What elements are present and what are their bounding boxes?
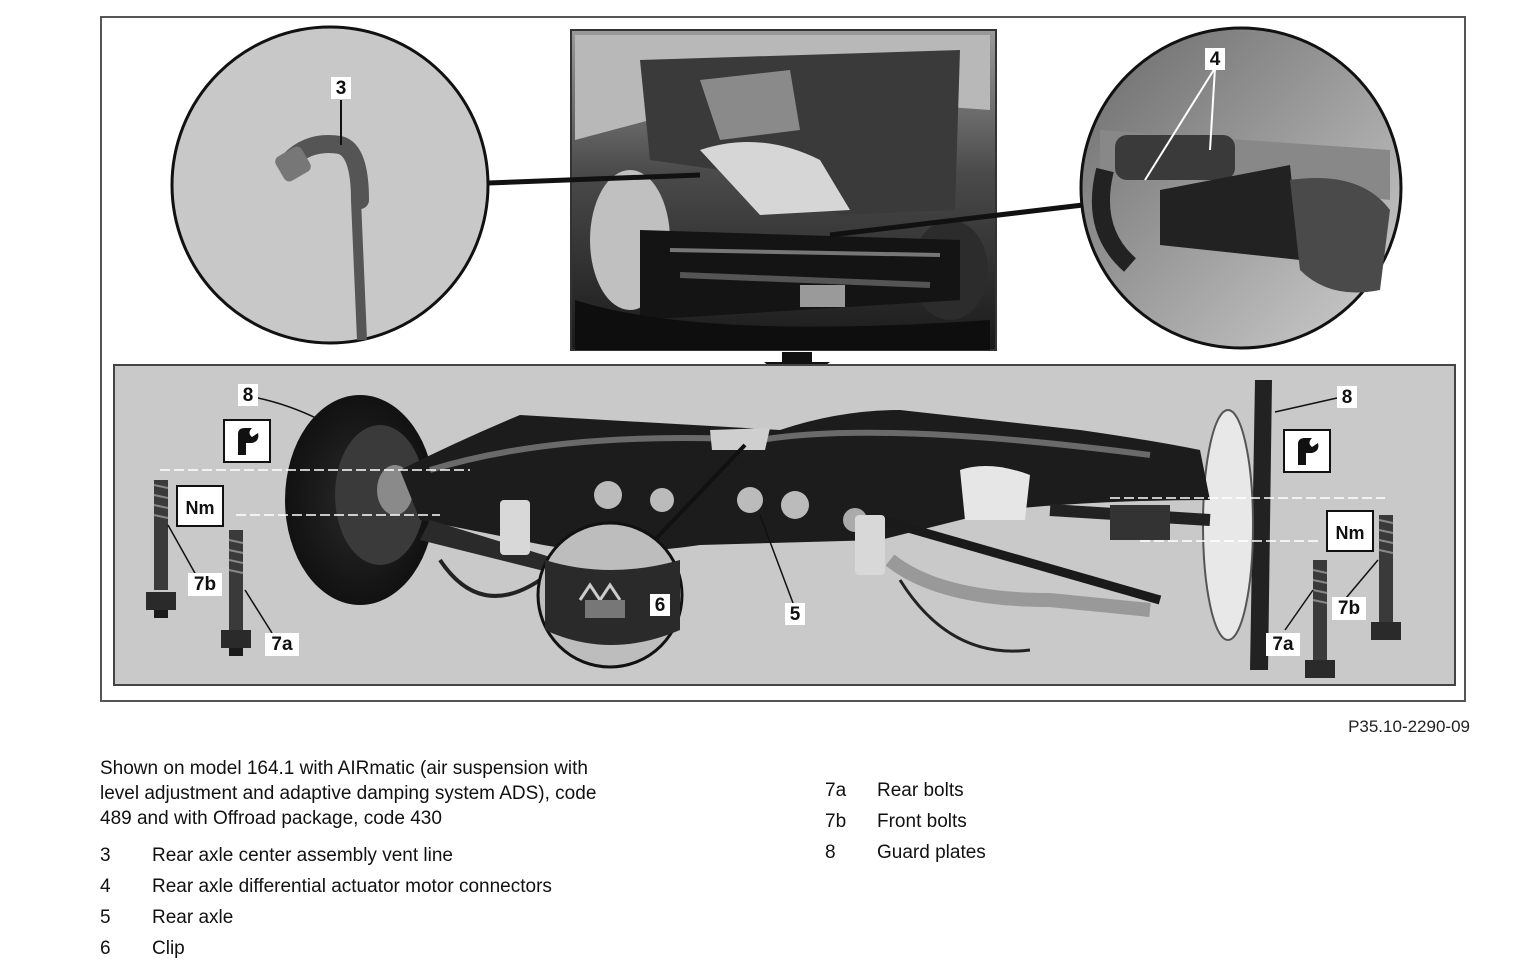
callout-5: 5 (789, 604, 801, 625)
wrench-icon (1284, 430, 1330, 472)
legend-number: 7a (825, 779, 847, 801)
legend-label: Rear axle differential actuator motor connectors (152, 875, 552, 897)
callout-6: 6 (654, 595, 666, 616)
legend-item (825, 806, 986, 837)
legend-number: 3 (100, 844, 111, 866)
callout-4: 4 (1209, 49, 1221, 70)
callout-7b-left: 7b (193, 574, 217, 595)
top-vehicle-photo (571, 30, 996, 350)
rear-axle-panel (114, 365, 1455, 685)
legend-item (825, 837, 986, 868)
callout-7a-right: 7a (1272, 634, 1294, 655)
figure-caption: Shown on model 164.1 with AIRmatic (air suspension with level adjustment and adaptive damping system ADS), code 489 and with Offroad package, code 430 (100, 758, 597, 829)
torque-label-left: Nm (185, 498, 215, 518)
legend-label: Rear axle center assembly vent line (152, 844, 453, 866)
legend-number: 5 (100, 906, 111, 928)
torque-label-right: Nm (1335, 523, 1365, 543)
legend-number: 7b (825, 810, 847, 832)
legend-label: Front bolts (877, 810, 967, 832)
legend-label: Guard plates (877, 841, 986, 863)
callout-7b-right: 7b (1337, 598, 1361, 619)
legend-label: Rear axle (152, 906, 234, 928)
legend-label: Clip (152, 937, 185, 959)
figure-code: P35.10-2290-09 (1348, 717, 1470, 736)
callout-3: 3 (335, 78, 347, 99)
legend-item (100, 933, 552, 964)
legend-number: 8 (825, 841, 836, 863)
legend-item (825, 775, 986, 806)
wrench-icon (224, 420, 270, 462)
legend-item (100, 871, 552, 902)
legend-right (825, 775, 986, 868)
callout-8-right: 8 (1341, 387, 1353, 408)
legend-label: Rear bolts (877, 779, 964, 801)
legend-number: 4 (100, 875, 111, 897)
legend-item (100, 902, 552, 933)
legend-item (100, 840, 552, 871)
legend-left (100, 840, 552, 964)
callout-8-left: 8 (242, 385, 254, 406)
legend-number: 6 (100, 937, 111, 959)
callout-7a-left: 7a (271, 634, 293, 655)
